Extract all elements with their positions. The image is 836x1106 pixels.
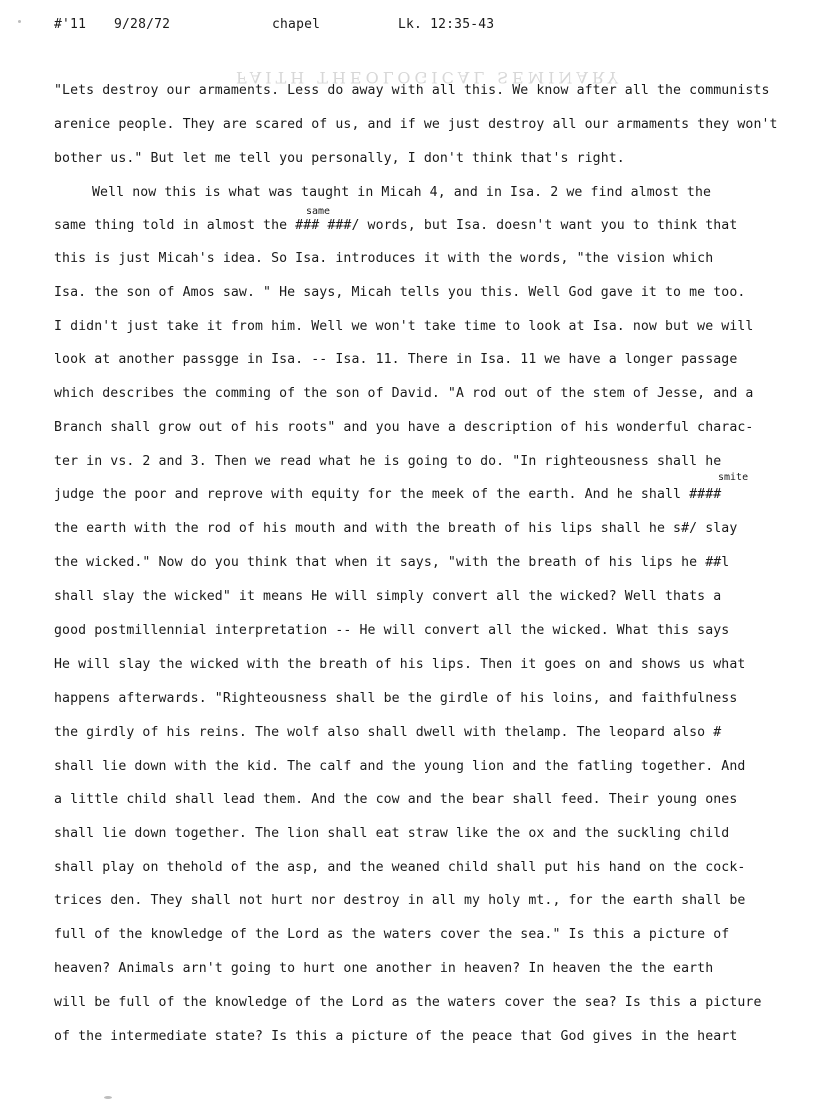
text-line: judge the poor and reprove with equity for the meek of the earth. And he shall ####: [54, 487, 722, 502]
text-line: "Lets destroy our armaments. Less do away with all this. We know after all the communists: [54, 83, 770, 98]
text-line: Isa. the son of Amos saw. " He says, Micah tells you this. Well God gave it to me too.: [54, 285, 746, 300]
sermon-date: 9/28/72: [114, 17, 171, 32]
text-line: bother us." But let me tell you personally, I don't think that's right.: [54, 151, 625, 166]
text-line: a little child shall lead them. And the cow and the bear shall feed. Their young ones: [54, 792, 738, 807]
text-line: shall slay the wicked" it means He will simply convert all the wicked? Well thats a: [54, 589, 722, 604]
bleed-through-letterhead: FAITH THEOLOGICAL SEMINARY: [236, 68, 623, 87]
text-line: shall lie down together. The lion shall eat straw like the ox and the suckling child: [54, 826, 730, 841]
text-line: the earth with the rod of his mouth and with the breath of his lips shall he s#/ slay: [54, 521, 738, 536]
text-line: happens afterwards. "Righteousness shall be the girdle of his lоins, and faithfulness: [54, 691, 738, 706]
text-line: shall play on thehold of the asp, and the weaned child shall put his hand on the cock-: [54, 860, 746, 875]
text-line: heaven? Animals arn't going to hurt one another in heaven? In heaven the the earth: [54, 961, 714, 976]
text-line: trices den. They shall not hurt nor destroy in all my holy mt., for the earth shall be: [54, 893, 746, 908]
text-line: ter in vs. 2 and 3. Then we read what he is going to do. "In righteousness shall he: [54, 454, 722, 469]
text-line: the girdly of his reins. The wolf also shall dwell with thelamp. The leopard also #: [54, 725, 722, 740]
page-header: [54, 17, 814, 39]
paper-speck: [104, 1096, 112, 1099]
text-line: Branch shall grow out of his roots" and you have a description of his wonderful charac-: [54, 420, 754, 435]
text-line: good postmillennial interpretation -- He will convert all the wicked. What this says: [54, 623, 730, 638]
paper-speck: [18, 20, 21, 23]
text-line: same thing told in almost the ### ###/ words, but Isa. doesn't want you to think that: [54, 218, 738, 233]
text-line: arenice people. They are scared of us, and if we just destroy all our armaments they won't: [54, 117, 778, 132]
text-line: will be full of the knowledge of the Lord as the waters cover the sea? Is this a picture: [54, 995, 762, 1010]
text-line: look at another passgge in Isa. -- Isa. 11. There in Isa. 11 we have a longer passage: [54, 352, 738, 367]
text-line: He will slay the wicked with the breath of his lips. Then it goes on and shows us what: [54, 657, 746, 672]
text-line: Well now this is what was taught in Micah 4, and in Isa. 2 we find almost the: [92, 185, 712, 200]
text-line: which describes the comming of the son of David. "A rod out of the stem of Jesse, and a: [54, 386, 754, 401]
sermon-place: chapel: [272, 17, 321, 32]
sermon-number: #'11: [54, 17, 87, 32]
text-line: this is just Micah's idea. So Isa. introduces it with the words, "the vision which: [54, 251, 714, 266]
scripture-reference: Lk. 12:35-43: [398, 17, 495, 32]
handwritten-insert-smite: smite: [718, 472, 749, 483]
text-line: I didn't just take it from him. Well we won't take time to look at Isa. now but we will: [54, 319, 754, 334]
handwritten-insert-same: same: [306, 206, 331, 217]
text-line: the wicked." Now do you think that when it says, "with the breath of his lips he ##l: [54, 555, 730, 570]
text-line: shall lie down with the kid. The calf and the young lion and the fatling together. And: [54, 759, 746, 774]
text-line: of the intermediate state? Is this a picture of the peace that God gives in the heart: [54, 1029, 738, 1044]
text-line: full of the knowledge of the Lord as the waters cover the sea." Is this a picture of: [54, 927, 730, 942]
